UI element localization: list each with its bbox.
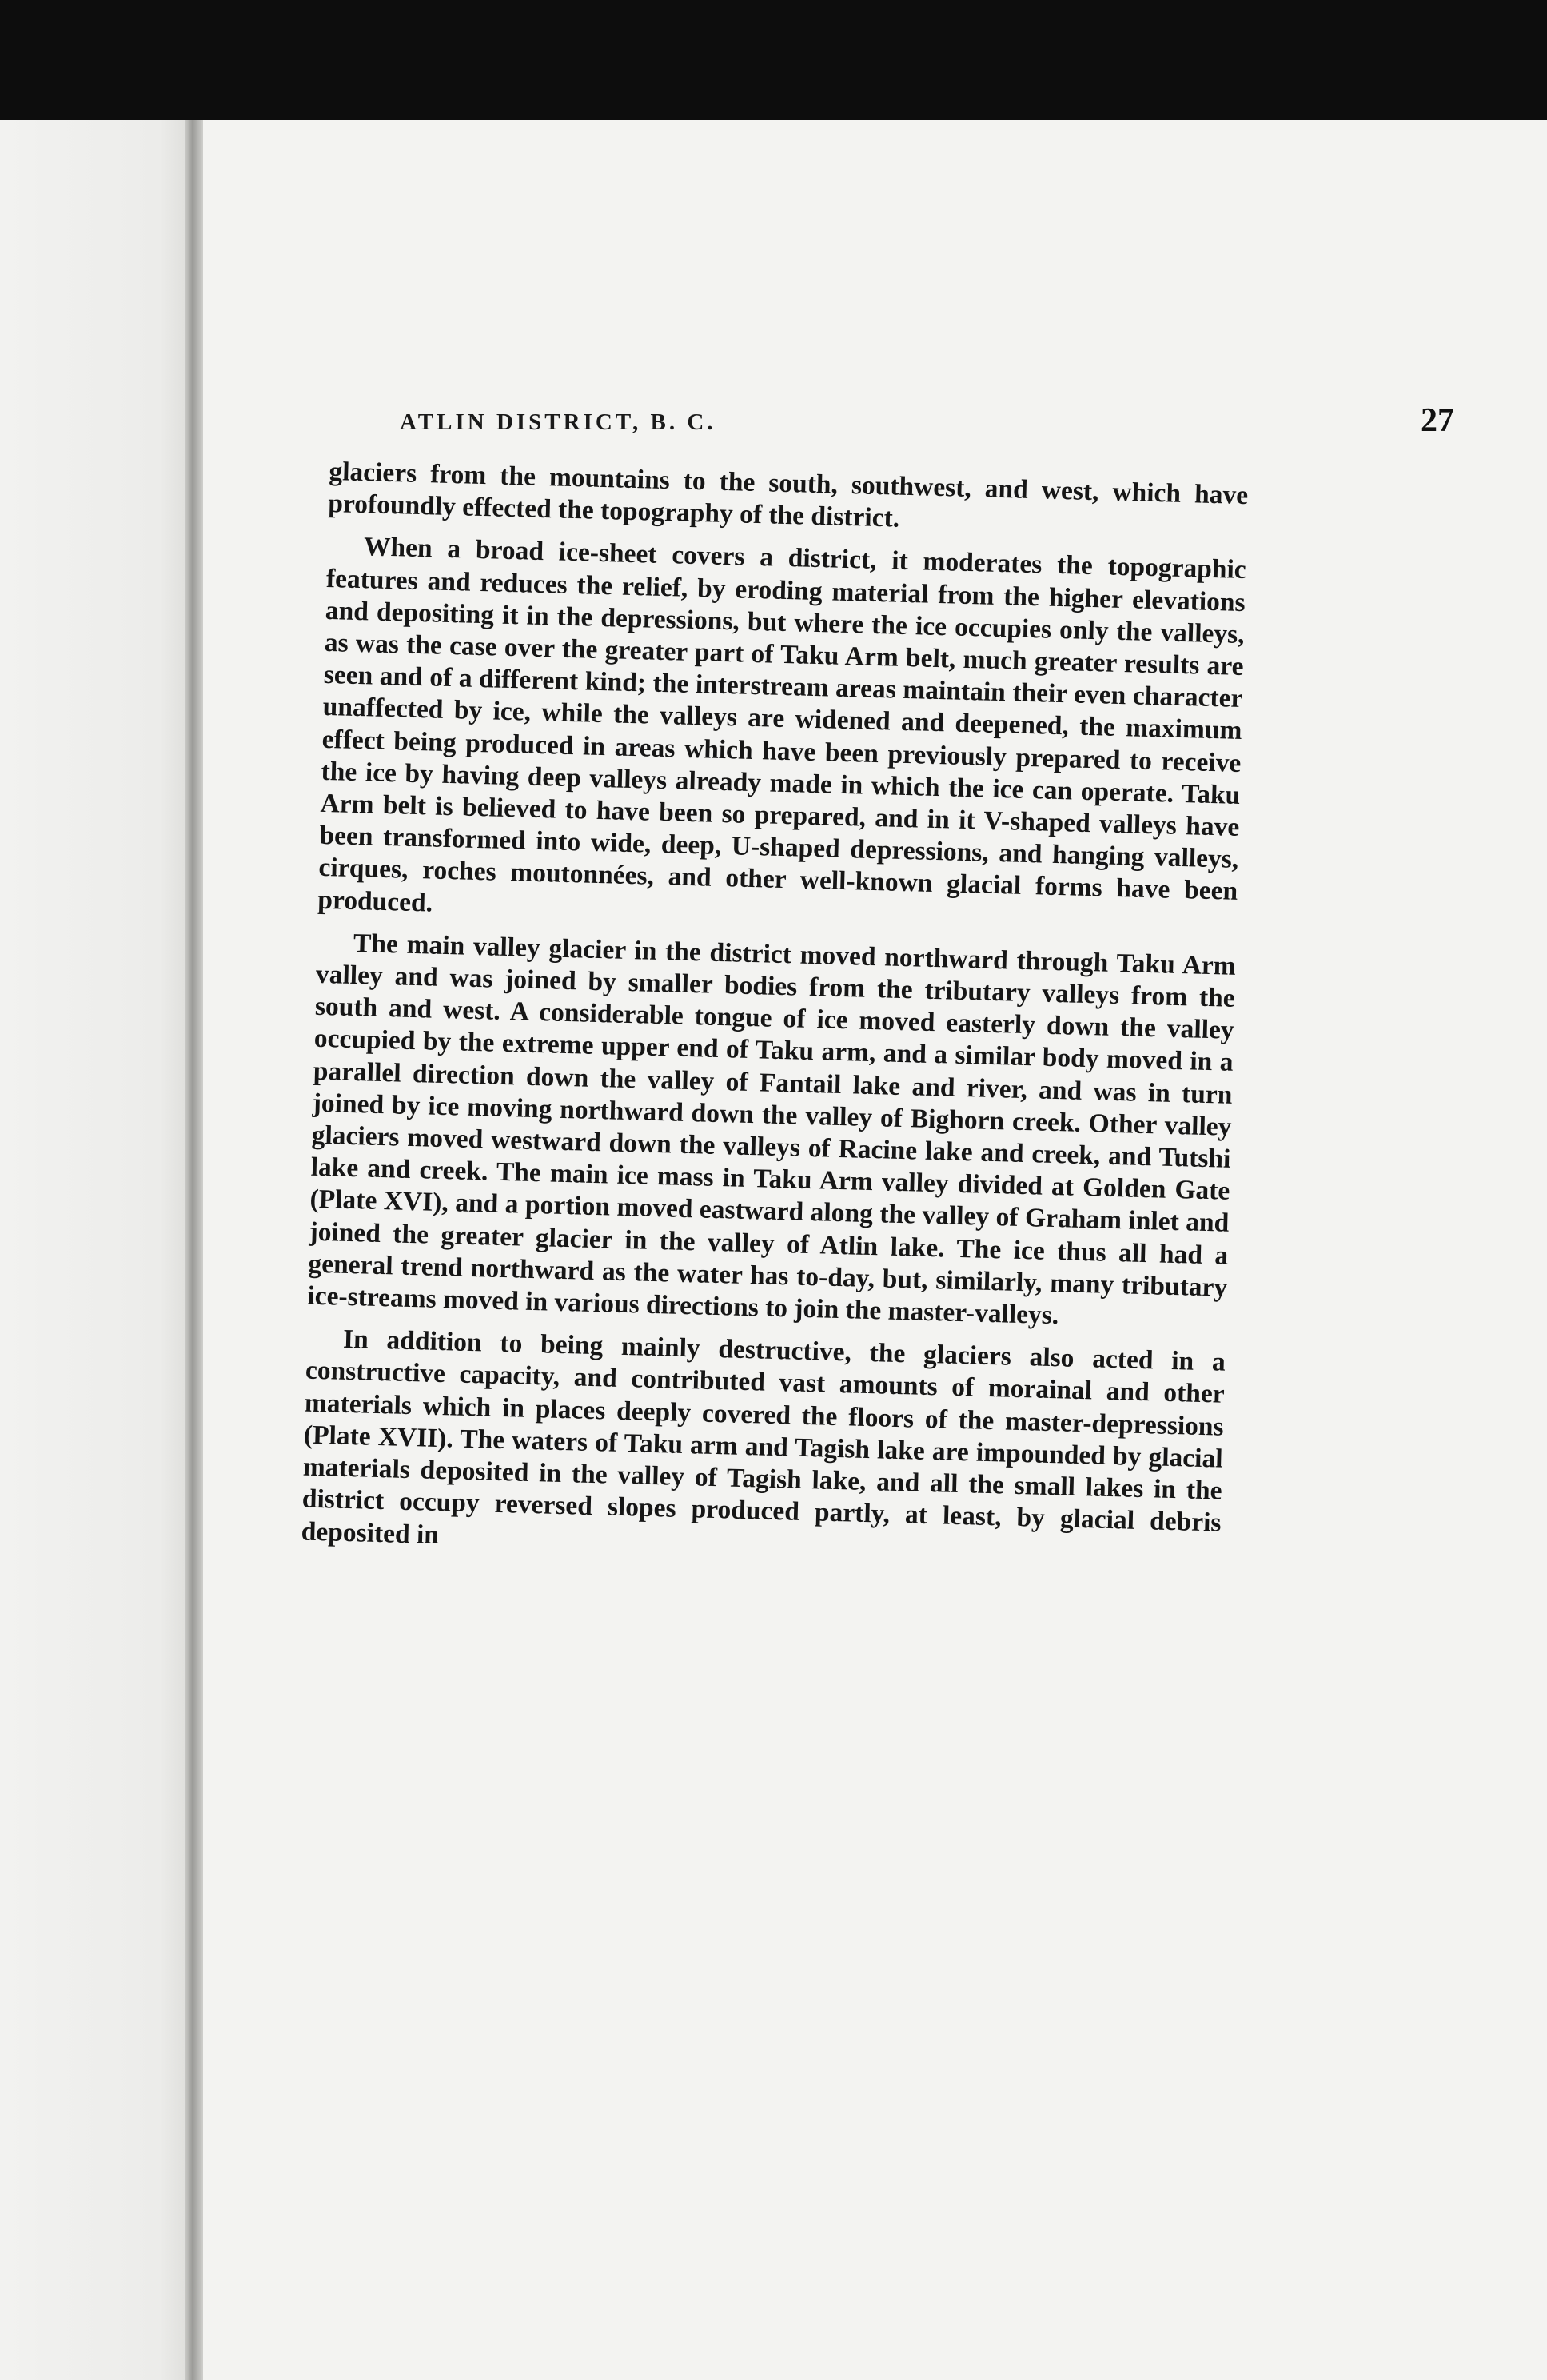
body-text	[301, 456, 1249, 1582]
paragraph: In addition to being mainly destructive, the glaciers also acted in a constructive capacity, and contributed vast amounts of morainal and other materials which in places deeply covered the floors of the master-depressions (Plate XVII). The waters of Taku arm and Tagish lake are impounded by glacial materials deposited in the valley of Tagish lake, and all the small lakes in the district occupy reversed slopes produced partly, at least, by glacial debris deposited in	[301, 1324, 1226, 1550]
scan-border-top	[0, 0, 1547, 120]
book-page	[203, 120, 1547, 2380]
paragraph: When a broad ice-sheet covers a district, it moderates the topographic features and reduces the relief, by eroding material from the higher elevations and depositing it in the depressions, but where the ice occupies only the valleys, as was the case over the greater part of Taku Arm belt, much greater results are seen and of a different kind; the interstream areas maintain their even character unaffected by ice, while the valleys are widened and deepened, the maximum effect being produced in areas which have been previously prepared to receive the ice by having deep valleys already made in which the ice can operate. Taku Arm belt is believed to have been so prepared, and in it V-shaped valleys have been transformed into wide, deep, U-shaped depressions, and hanging valleys, cirques, roches moutonnées, and other well-known glacial forms have been produced.	[317, 532, 1247, 918]
book-gutter	[185, 120, 203, 2380]
facing-page-edge	[0, 120, 200, 2380]
page-number: 27	[1421, 402, 1454, 439]
paragraph: The main valley glacier in the district moved northward through Taku Arm valley and was joined by smaller bodies from the tributary valleys from the south and west. A considerable tongue of ice moved easterly down the valley occupied by the extreme upper end of Taku arm, and a similar body moved in a parallel direction down the valley of Fantail lake and river, and was in turn joined by ice moving northward down the valley of Bighorn creek. Other valley glaciers moved westward down the valleys of Racine lake and creek, and Tutshi lake and creek. The main ice mass in Taku Arm valley divided at Golden Gate (Plate XVI), and a portion moved eastward along the valley of Graham inlet and joined the greater glacier in the valley of Atlin lake. The ice thus all had a general trend northward as the water has to-day, but, similarly, many tributary ice-streams moved in various directions to join the master-valleys.	[307, 928, 1237, 1331]
running-head: ATLIN DISTRICT, B. C.	[400, 409, 716, 435]
paragraph: glaciers from the mountains to the south, southwest, and west, which have profoundly effected the topography of the district.	[327, 456, 1249, 533]
